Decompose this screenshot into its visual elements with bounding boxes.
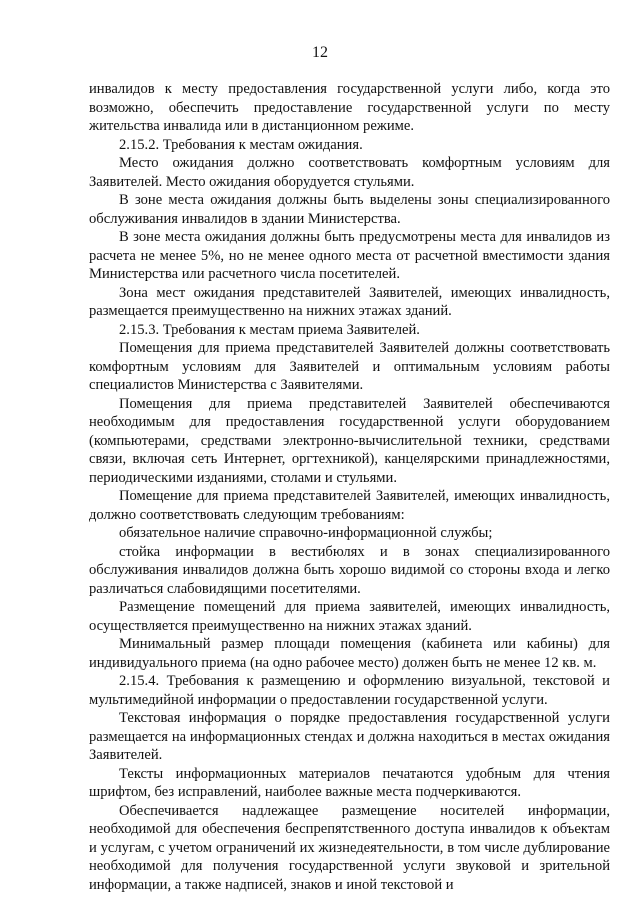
section-heading-2-15-4: 2.15.4. Требования к размещению и оформлению визуальной, текстовой и мультимедийной информации о предоставлении государственной услуги. [89, 673, 610, 708]
paragraph: В зоне места ожидания должны быть выделены зоны специализированного обслуживания инвалидов в здании Министерства. [89, 192, 610, 227]
paragraph: В зоне места ожидания должны быть предусмотрены места для инвалидов из расчета не менее 5%, но не менее одного места от расчетной вместимости здания Министерства или расчетного числа посетителей. [89, 229, 610, 282]
paragraph: Помещение для приема представителей Заявителей, имеющих инвалидность, должно соответствовать следующим требованиям: [89, 488, 610, 523]
section-heading-2-15-3: 2.15.3. Требования к местам приема Заявителей. [119, 321, 420, 338]
paragraph: Минимальный размер площади помещения (кабинета или кабины) для индивидуального приема (на одно рабочее место) должен быть не менее 12 кв. м. [89, 636, 610, 671]
paragraph: Текстовая информация о порядке предоставления государственной услуги размещается на информационных стендах и должна находиться в местах ожидания Заявителей. [89, 710, 610, 763]
paragraph: Место ожидания должно соответствовать комфортным условиям для Заявителей. Место ожидания оборудуется стульями. [89, 155, 610, 190]
document-body [89, 80, 610, 894]
paragraph: Помещения для приема представителей Заявителей должны соответствовать комфортным условиям для Заявителей и оптимальным условиям работы специалистов Министерства с Заявителями. [89, 340, 610, 393]
paragraph-continuation: инвалидов к месту предоставления государственной услуги либо, когда это возможно, обеспечить предоставление государственной услуги по месту жительства инвалида или в дистанционном режиме. [89, 81, 610, 134]
paragraph: Помещения для приема представителей Заявителей обеспечиваются необходимым для предоставления государственной услуги оборудованием (компьютерами, средствами электронно-вычислительной техники, средствами связи, включая сеть Интернет, оргтехникой), канцелярскими принадлежностями, периодическими изданиями, столами и стульями. [89, 395, 610, 486]
page-number: 12 [312, 44, 328, 61]
paragraph: стойка информации в вестибюлях и в зонах специализированного обслуживания инвалидов должна быть хорошо видимой со стороны входа и легко различаться слабовидящими посетителями. [89, 543, 610, 597]
paragraph: Размещение помещений для приема заявителей, имеющих инвалидность, осуществляется преимущественно на нижних этажах зданий. [89, 599, 610, 634]
paragraph: Обеспечивается надлежащее размещение носителей информации, необходимой для обеспечения беспрепятственного доступа инвалидов к объектам и услугам, с учетом ограничений их жизнедеятельности, в том числе дублирование необходимой для получения государственной услуги звуковой и зрительной информации, а также надписей, знаков и иной текстовой и [89, 802, 610, 893]
paragraph: Тексты информационных материалов печатаются удобным для чтения шрифтом, без исправлений, наиболее важные места подчеркиваются. [89, 765, 610, 800]
section-heading-2-15-2: 2.15.2. Требования к местам ожидания. [119, 136, 363, 153]
paragraph: обязательное наличие справочно-информационной службы; [119, 525, 493, 541]
paragraph: Зона мест ожидания представителей Заявителей, имеющих инвалидность, размещается преимущественно на нижних этажах зданий. [89, 284, 610, 319]
